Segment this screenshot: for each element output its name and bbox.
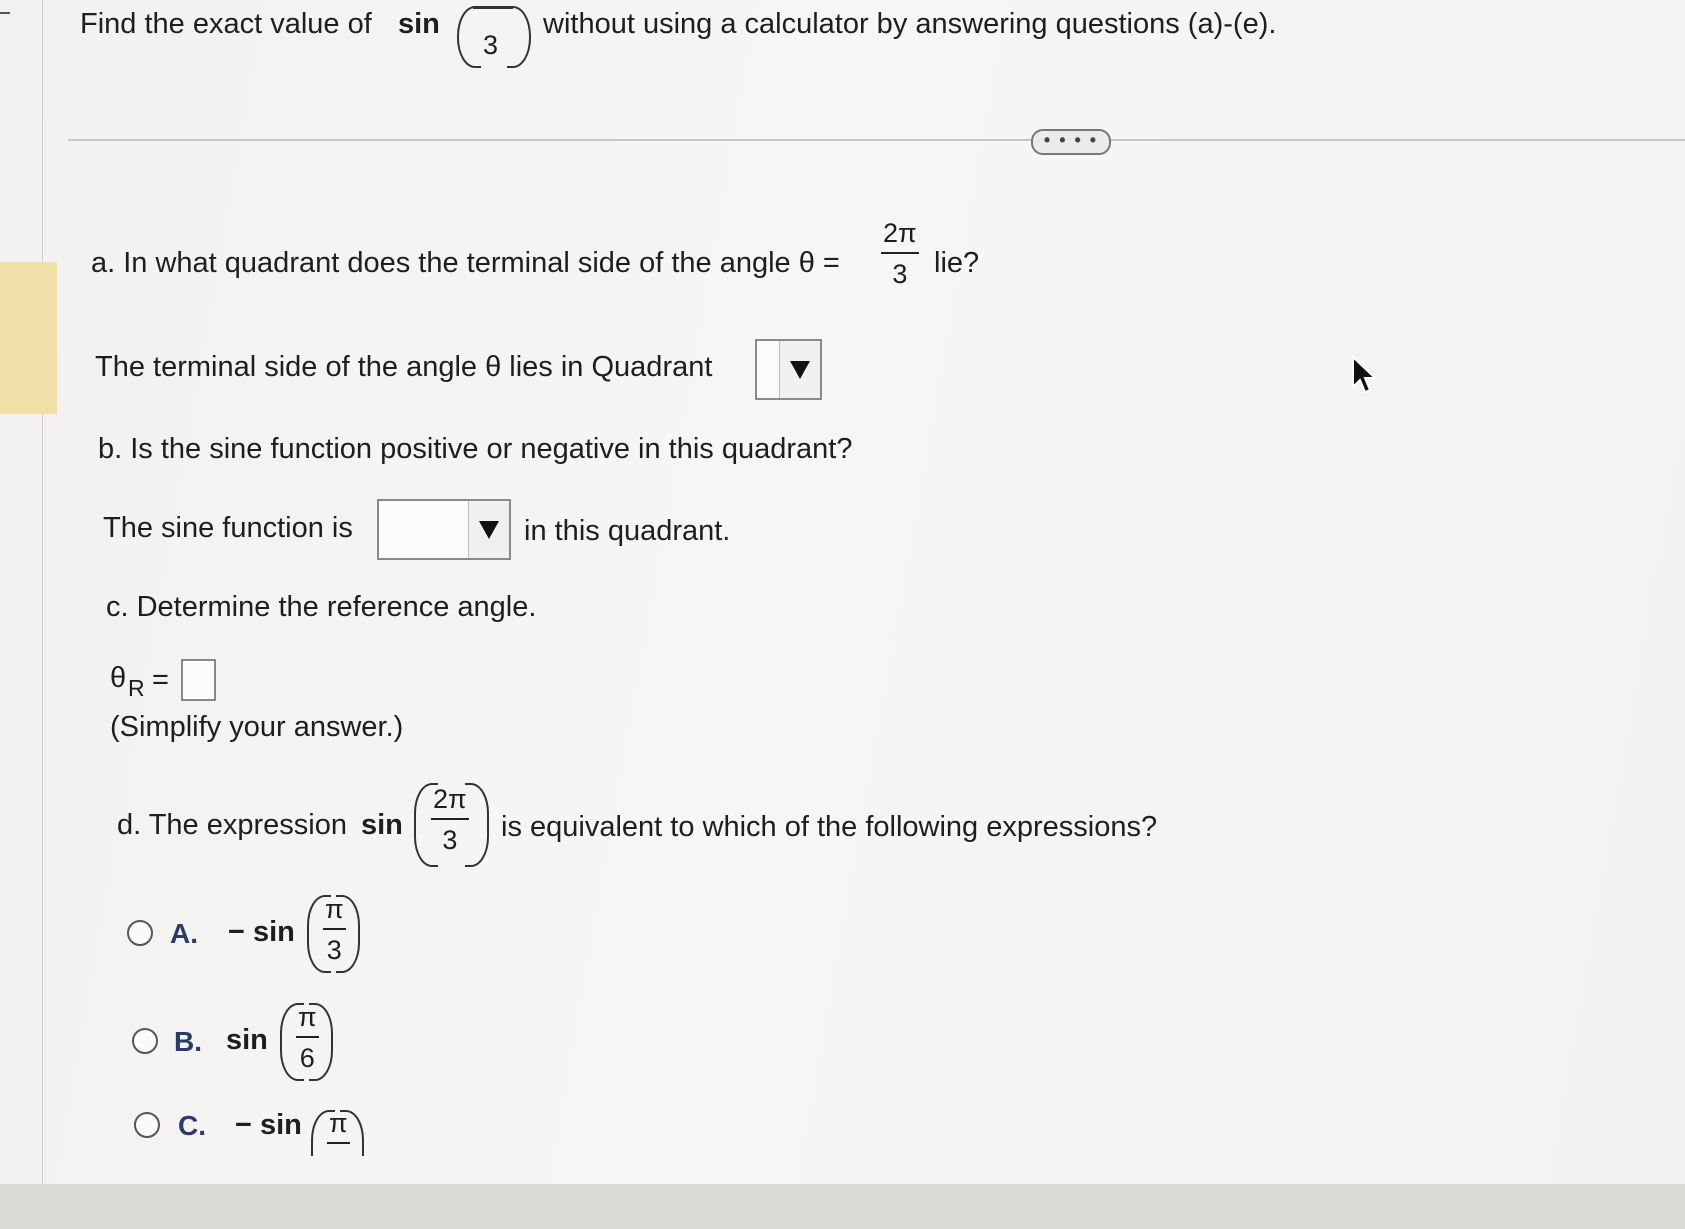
option-a-letter: A. xyxy=(170,918,198,949)
question-func: sin xyxy=(398,8,440,40)
part-d-frac-bar xyxy=(431,818,469,820)
option-a-den: 3 xyxy=(326,935,342,965)
part-b-question: b. Is the sine function positive or negative in this quadrant? xyxy=(98,433,853,465)
quadrant-dropdown-arrow[interactable] xyxy=(779,341,820,398)
part-a-answer-label: The terminal side of the angle θ lies in Quadrant xyxy=(95,351,713,383)
part-c-question: c. Determine the reference angle. xyxy=(106,591,537,623)
reference-angle-input[interactable] xyxy=(181,659,216,701)
question-prefix: Find the exact value of xyxy=(80,8,372,40)
left-paren xyxy=(457,6,481,68)
more-options-button[interactable]: • • • • xyxy=(1031,129,1111,155)
option-c-letter: C. xyxy=(178,1110,206,1141)
bottom-toolbar xyxy=(0,1184,1685,1229)
reference-angle-equals: = xyxy=(152,664,169,696)
left-margin-rule xyxy=(42,0,43,1185)
part-d-question: d. The expression xyxy=(117,809,347,841)
option-c-num: π xyxy=(329,1108,348,1138)
part-a-frac-bar xyxy=(881,252,919,254)
part-d-question-end: is equivalent to which of the following expressions? xyxy=(501,811,1158,843)
section-divider xyxy=(68,139,1685,141)
option-a-expr: − sin xyxy=(228,916,295,948)
part-b-answer-label: The sine function is xyxy=(103,512,353,544)
part-a-question: a. In what quadrant does the terminal side of the angle θ = xyxy=(91,247,840,279)
sign-dropdown[interactable] xyxy=(377,499,511,560)
mouse-pointer-icon xyxy=(1350,355,1380,397)
part-a-fraction xyxy=(881,218,919,289)
part-c-hint: (Simplify your answer.) xyxy=(110,711,404,743)
option-b-radio[interactable] xyxy=(132,1028,158,1054)
question-suffix: without using a calculator by answering questions (a)-(e). xyxy=(543,8,1277,40)
option-c-expr: − sin xyxy=(235,1109,302,1141)
quadrant-dropdown[interactable] xyxy=(755,339,822,400)
option-a-right-paren xyxy=(336,895,360,973)
active-question-marker xyxy=(0,262,57,414)
part-d-func: sin xyxy=(361,809,403,841)
reference-angle-theta: θ xyxy=(110,662,127,694)
part-d-frac-den: 3 xyxy=(442,825,458,855)
option-b-letter: B. xyxy=(174,1026,202,1057)
option-c-right-paren xyxy=(340,1110,364,1156)
option-c[interactable] xyxy=(0,1100,420,1156)
option-b-num: π xyxy=(298,1002,317,1032)
option-c-radio[interactable] xyxy=(134,1112,160,1138)
chevron-down-icon xyxy=(479,521,499,539)
option-b-expr: sin xyxy=(226,1024,268,1056)
reference-angle-subscript: R xyxy=(128,675,145,701)
option-a-radio[interactable] xyxy=(127,920,153,946)
part-a-frac-num: 2π xyxy=(883,218,917,248)
part-d-fraction xyxy=(431,784,469,855)
left-margin-tick xyxy=(0,12,10,14)
part-d-frac-num: 2π xyxy=(433,784,467,814)
part-a-question-end: lie? xyxy=(934,247,980,279)
option-a-num: π xyxy=(325,894,344,924)
part-b-answer-end: in this quadrant. xyxy=(524,515,731,547)
option-b-right-paren xyxy=(309,1003,333,1081)
sign-dropdown-arrow[interactable] xyxy=(468,501,509,558)
part-d-right-paren xyxy=(465,783,489,867)
title-frac-den: 3 xyxy=(483,30,499,60)
chevron-down-icon xyxy=(790,361,810,379)
part-a-frac-den: 3 xyxy=(892,259,908,289)
right-paren xyxy=(507,6,531,68)
option-b-den: 6 xyxy=(299,1043,315,1073)
